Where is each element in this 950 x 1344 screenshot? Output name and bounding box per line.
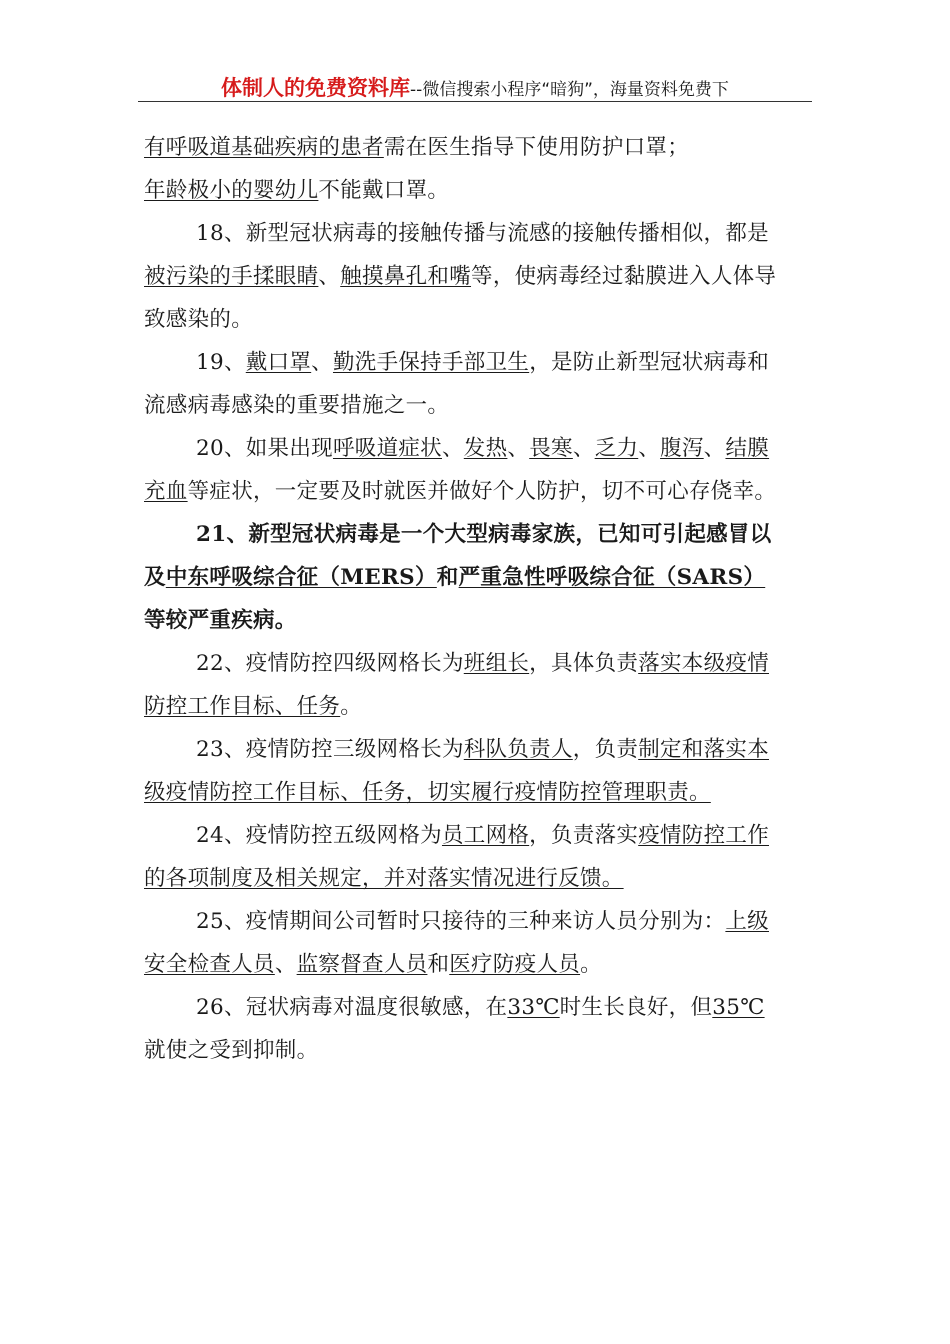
underlined-answer: 乏力	[594, 436, 639, 461]
paragraph-text: 、	[507, 436, 530, 461]
underlined-answer: 班组长	[463, 651, 530, 676]
paragraph-text: ，是防止新型冠状病毒和流感病毒感染的重要措施之一。	[144, 350, 769, 418]
paragraph-text: 。	[340, 694, 363, 719]
paragraph-text: 18、新型冠状病毒的接触传播与流感的接触传播相似，都是	[196, 221, 769, 246]
header-divider	[138, 101, 812, 102]
paragraph-text: 时生长良好，但	[559, 995, 713, 1020]
paragraph-text: 需在医生指导下使用防护口罩；	[383, 135, 690, 160]
underlined-answer: 员工网格	[441, 823, 530, 848]
paragraph-22	[144, 642, 786, 728]
paragraph-text: 21、新型冠状病毒是一个大型病毒家族，已知可引起感冒以及	[144, 522, 772, 590]
paragraph-text: 就使之受到抑制。	[144, 1038, 319, 1063]
underlined-answer: 制定和落实本级疫情防控工作目标、任务，切实履行疫情防控管理职责。	[144, 737, 769, 805]
underlined-answer: 中东呼吸综合征（MERS）	[165, 565, 437, 590]
underlined-answer: 有呼吸道基础疾病的患者	[144, 135, 384, 160]
underlined-answer: 腹泻	[660, 436, 704, 461]
underlined-answer: 畏寒	[529, 436, 573, 461]
paragraph-text: 、	[318, 264, 341, 289]
underlined-answer: 35℃	[712, 995, 765, 1020]
underlined-answer: 被污染的手揉眼睛	[144, 264, 319, 289]
underlined-answer: 医疗防疫人员	[449, 952, 581, 977]
paragraph-text: 和	[427, 952, 450, 977]
paragraph-text: 26、冠状病毒对温度很敏感，在	[196, 995, 508, 1020]
paragraph-text: ，负责	[572, 737, 639, 762]
paragraph-19	[144, 341, 786, 427]
underlined-answer: 疫情防控工作的各项制度及相关规定，并对落实情况进行反馈。	[144, 823, 769, 891]
page-header	[138, 72, 812, 102]
paragraph-18	[144, 212, 786, 341]
underlined-answer: 严重急性呼吸综合征（SARS）	[458, 565, 766, 590]
underlined-answer: 监察督查人员	[296, 952, 428, 977]
paragraph-text: 、	[311, 350, 333, 375]
underlined-answer: 结膜充血	[144, 436, 770, 504]
paragraph-text: 19、	[196, 350, 246, 375]
underlined-answer: 呼吸道症状	[332, 436, 442, 461]
paragraph-text: 、	[441, 436, 464, 461]
underlined-answer: 上级安全检查人员	[144, 909, 769, 977]
paragraph-text: 25、疫情期间公司暂时只接待的三种来访人员分别为：	[196, 909, 726, 934]
underlined-answer: 科队负责人	[463, 737, 573, 762]
paragraph-text: 、	[274, 952, 297, 977]
paragraph-text: 不能戴口罩。	[318, 178, 450, 203]
underlined-answer: 发热	[463, 436, 508, 461]
paragraph-text: 22、疫情防控四级网格长为	[196, 651, 464, 676]
paragraph-17-continued	[144, 126, 786, 212]
paragraph-26	[144, 986, 786, 1072]
paragraph-24	[144, 814, 786, 900]
paragraph-20	[144, 427, 786, 513]
paragraph-25	[144, 900, 786, 986]
document-body	[144, 126, 786, 1072]
paragraph-text: 、	[572, 436, 595, 461]
underlined-answer: 戴口罩	[245, 350, 312, 375]
underlined-answer: 触摸鼻孔和嘴	[340, 264, 472, 289]
paragraph-23	[144, 728, 786, 814]
paragraph-text: 等，使病毒经过黏膜进入人体导致感染的。	[144, 264, 777, 332]
header-subtitle: --微信搜索小程序“暗狗”，海量资料免费下	[410, 80, 729, 100]
paragraph-text: ，具体负责	[529, 651, 639, 676]
paragraph-text: 23、疫情防控三级网格长为	[196, 737, 464, 762]
paragraph-text: 20、如果出现	[196, 436, 333, 461]
underlined-answer: 落实本级疫情防控工作目标、任务	[144, 651, 769, 719]
paragraph-text: 。	[580, 952, 602, 977]
underlined-answer: 勤洗手保持手部卫生	[332, 350, 530, 375]
underlined-answer: 33℃	[507, 995, 560, 1020]
paragraph-text: 等症状，一定要及时就医并做好个人防护，切不可心存侥幸。	[187, 479, 777, 504]
paragraph-21	[144, 513, 786, 642]
paragraph-text: 、	[703, 436, 726, 461]
paragraph-text: ，负责落实	[529, 823, 639, 848]
header-title: 体制人的免费资料库	[221, 76, 411, 100]
paragraph-text: 和	[436, 565, 459, 590]
underlined-answer: 年龄极小的婴幼儿	[144, 178, 319, 203]
paragraph-text: 24、疫情防控五级网格为	[196, 823, 442, 848]
paragraph-text: 等较严重疾病。	[144, 608, 297, 633]
paragraph-text: 、	[638, 436, 661, 461]
